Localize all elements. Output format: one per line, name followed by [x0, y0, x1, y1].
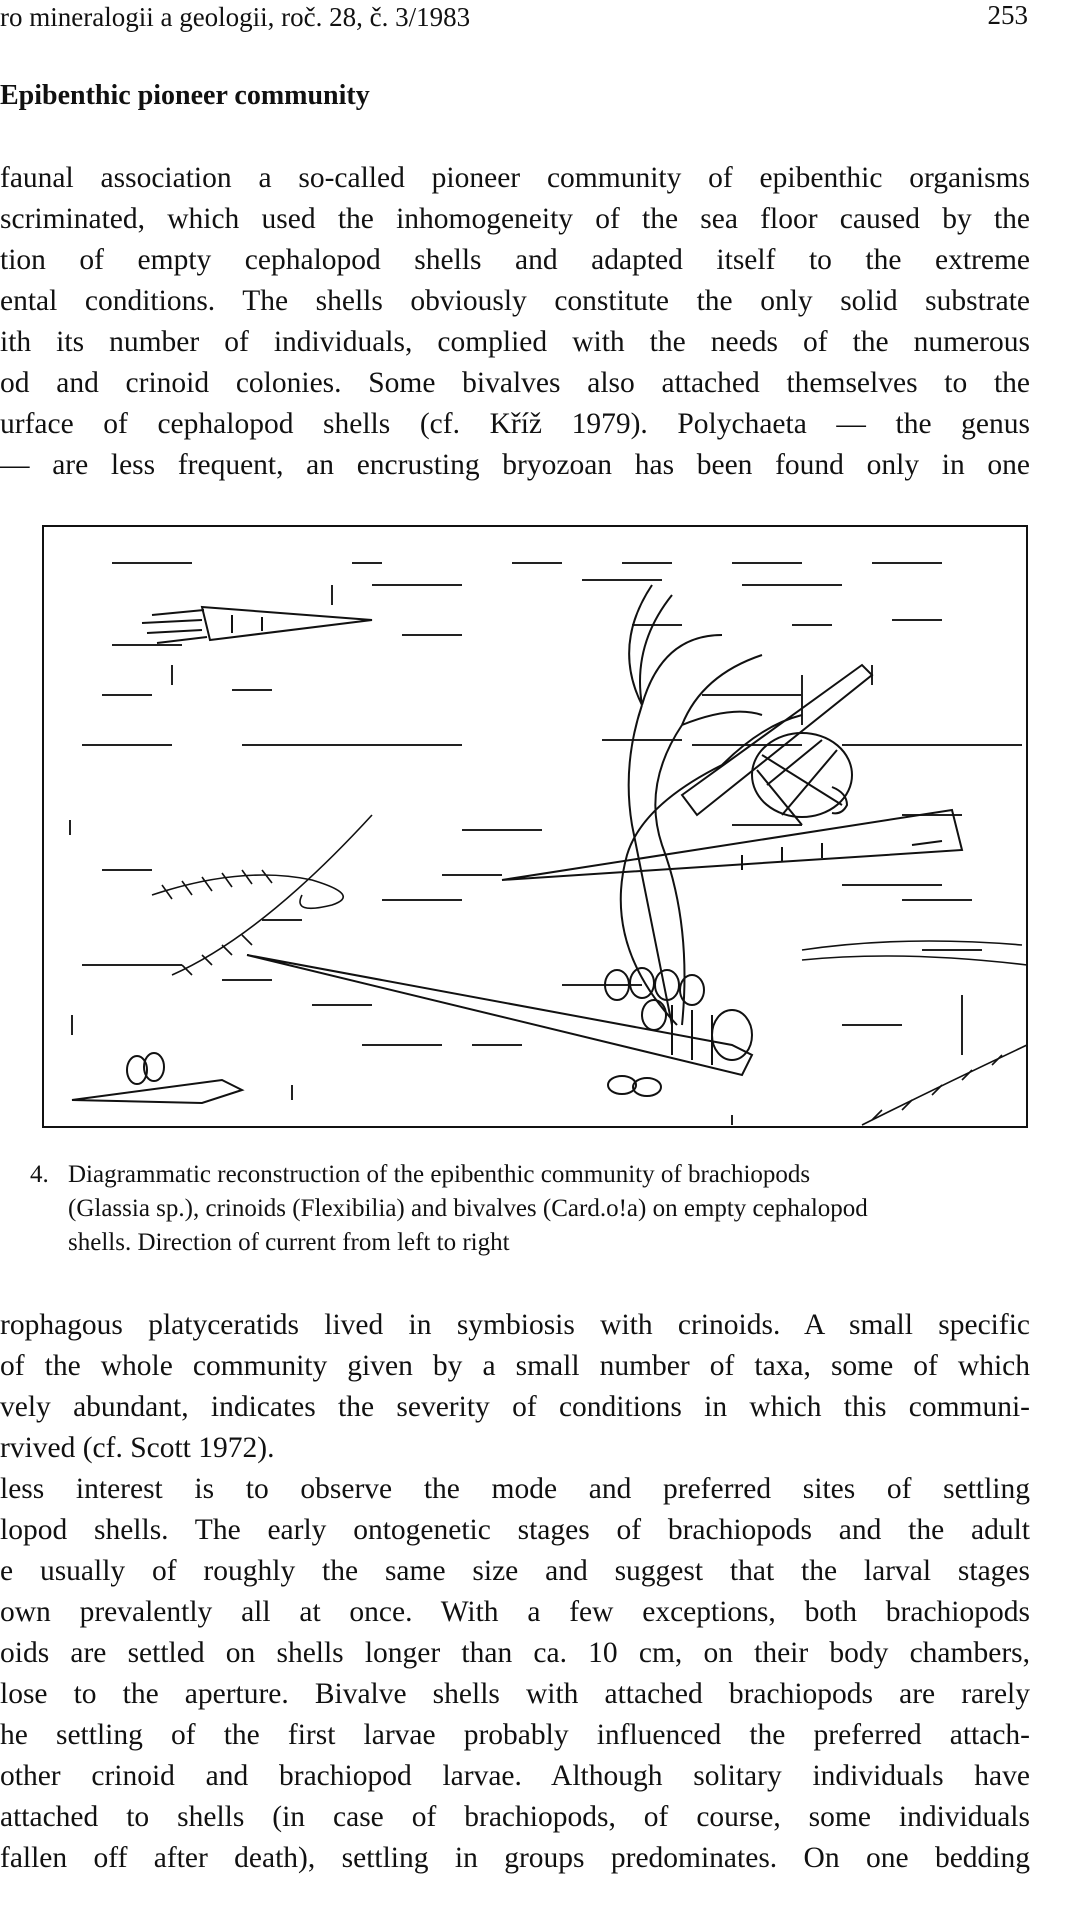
long-cephalopod-shells [72, 665, 962, 1103]
text-line: lopod shells. The early ontogenetic stages of brachiopods and the adult [0, 1514, 1030, 1546]
section-title: Epibenthic pioneer community [0, 80, 370, 111]
text-line: — are less frequent, an encrusting bryozoan has been found only in one [0, 449, 1030, 481]
text-line: od and crinoid colonies. Some bivalves also attached themselves to the [0, 367, 1030, 399]
text-line: urface of cephalopod shells (cf. Kříž 1979). Polychaeta — the genus [0, 408, 1030, 440]
polychaeta-tubes [152, 815, 1027, 1125]
crinoid-colony [621, 585, 802, 1025]
water-current-lines [70, 563, 1022, 1125]
figure-frame [43, 526, 1027, 1127]
text-line: lose to the aperture. Bivalve shells with attached brachiopods are rarely [0, 1678, 1030, 1710]
text-line: tion of empty cephalopod shells and adapted itself to the extreme [0, 244, 1030, 276]
text-line: e usually of roughly the same size and suggest that the larval stages [0, 1555, 1030, 1587]
text-line: own prevalently all at once. With a few exceptions, both brachiopods [0, 1596, 1030, 1628]
text-line: of the whole community given by a small number of taxa, some of which [0, 1350, 1030, 1382]
small-cephalopod-shell [142, 607, 372, 643]
text-line: oids are settled on shells longer than ca. 10 cm, on their body chambers, [0, 1637, 1030, 1669]
text-line: ental conditions. The shells obviously constitute the only solid substrate [0, 285, 1030, 317]
text-line: faunal association a so-called pioneer community of epibenthic organisms [0, 162, 1030, 194]
journal-header: ro mineralogii a geologii, roč. 28, č. 3/1983 [0, 2, 471, 32]
text-line: fallen off after death), settling in groups predominates. On one bedding [0, 1842, 1030, 1874]
text-line: attached to shells (in case of brachiopods, of course, some individuals [0, 1801, 1030, 1833]
reconstruction-figure [42, 525, 1028, 1128]
figure-number: 4. [30, 1161, 49, 1188]
caption-line: shells. Direction of current from left to right [68, 1229, 510, 1256]
text-line: he settling of the first larvae probably influenced the preferred attach- [0, 1719, 1030, 1751]
text-line: ith its number of individuals, complied with the needs of the numerous [0, 326, 1030, 358]
text-line: other crinoid and brachiopod larvae. Although solitary individuals have [0, 1760, 1030, 1792]
text-line: scriminated, which used the inhomogeneity of the sea floor caused by the [0, 203, 1030, 235]
caption-line: (Glassia sp.), crinoids (Flexibilia) and bivalves (Card.o!a) on empty cephalopod [68, 1195, 868, 1222]
brachiopod-shell [752, 733, 852, 825]
page-number: 253 [987, 0, 1028, 30]
text-line: rvived (cf. Scott 1972). [0, 1432, 275, 1464]
caption-line: Diagrammatic reconstruction of the epibenthic community of brachiopods [68, 1161, 811, 1188]
text-line: less interest is to observe the mode and preferred sites of settling [0, 1473, 1030, 1505]
text-line: vely abundant, indicates the severity of conditions in which this communi- [0, 1391, 1030, 1423]
text-line: rophagous platyceratids lived in symbiosis with crinoids. A small specific [0, 1309, 1030, 1341]
